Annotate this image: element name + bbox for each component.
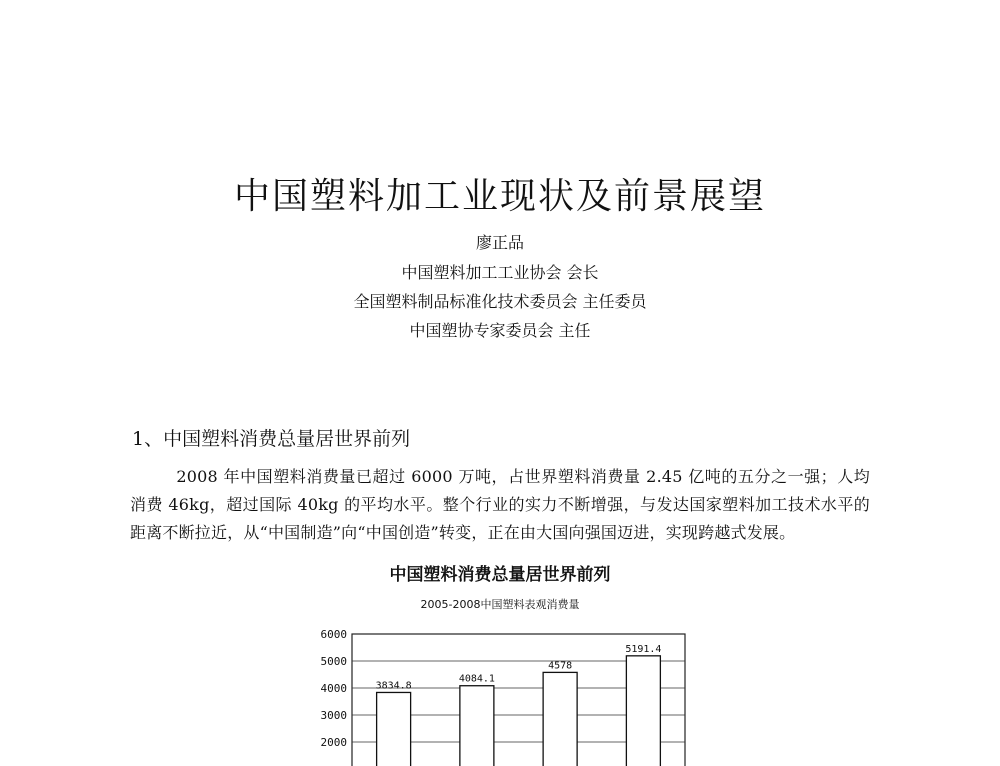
bar: [626, 656, 660, 766]
chart-title: 2005-2008中国塑料表观消费量: [420, 598, 580, 611]
author-affiliation-2: 全国塑料制品标准化技术委员会 主任委员: [353, 292, 647, 311]
bar-value-label: 5191.4: [625, 643, 662, 655]
y-tick-label: 4000: [320, 682, 347, 695]
bar: [543, 672, 577, 766]
y-tick-label: 2000: [320, 736, 347, 749]
paper-title: 中国塑料加工业现状及前景展望: [233, 176, 766, 217]
bar: [460, 686, 494, 766]
section-heading: 1、中国塑料消费总量居世界前列: [132, 428, 411, 450]
author-name: 廖正品: [475, 233, 524, 252]
bar-chart: [300, 626, 700, 766]
bar-value-label: 3834.8: [375, 680, 412, 692]
figure-title: 中国塑料消费总量居世界前列: [389, 565, 611, 585]
author-affiliation-1: 中国塑料加工工业协会 会长: [401, 263, 599, 282]
body-paragraph: 2008 年中国塑料消费量已超过 6000 万吨，占世界塑料消费量 2.45 亿吨的五分之一强；人均消费 46kg，超过国际 40kg 的平均水平。整个行业的实力不断增强，与发达国家塑料加工技术水平的距离不断拉近，从“中国制造”向“中国创造”转变，正在由大国向强国迈进，实现跨越式发展。: [130, 467, 870, 542]
y-tick-label: 3000: [320, 709, 347, 722]
bar: [377, 692, 411, 766]
y-tick-label: 5000: [320, 655, 347, 668]
bar-value-label: 4578: [548, 660, 573, 672]
author-affiliation-3: 中国塑协专家委员会 主任: [409, 321, 591, 340]
y-tick-label: 6000: [320, 628, 347, 641]
bar-value-label: 4084.1: [458, 673, 495, 685]
